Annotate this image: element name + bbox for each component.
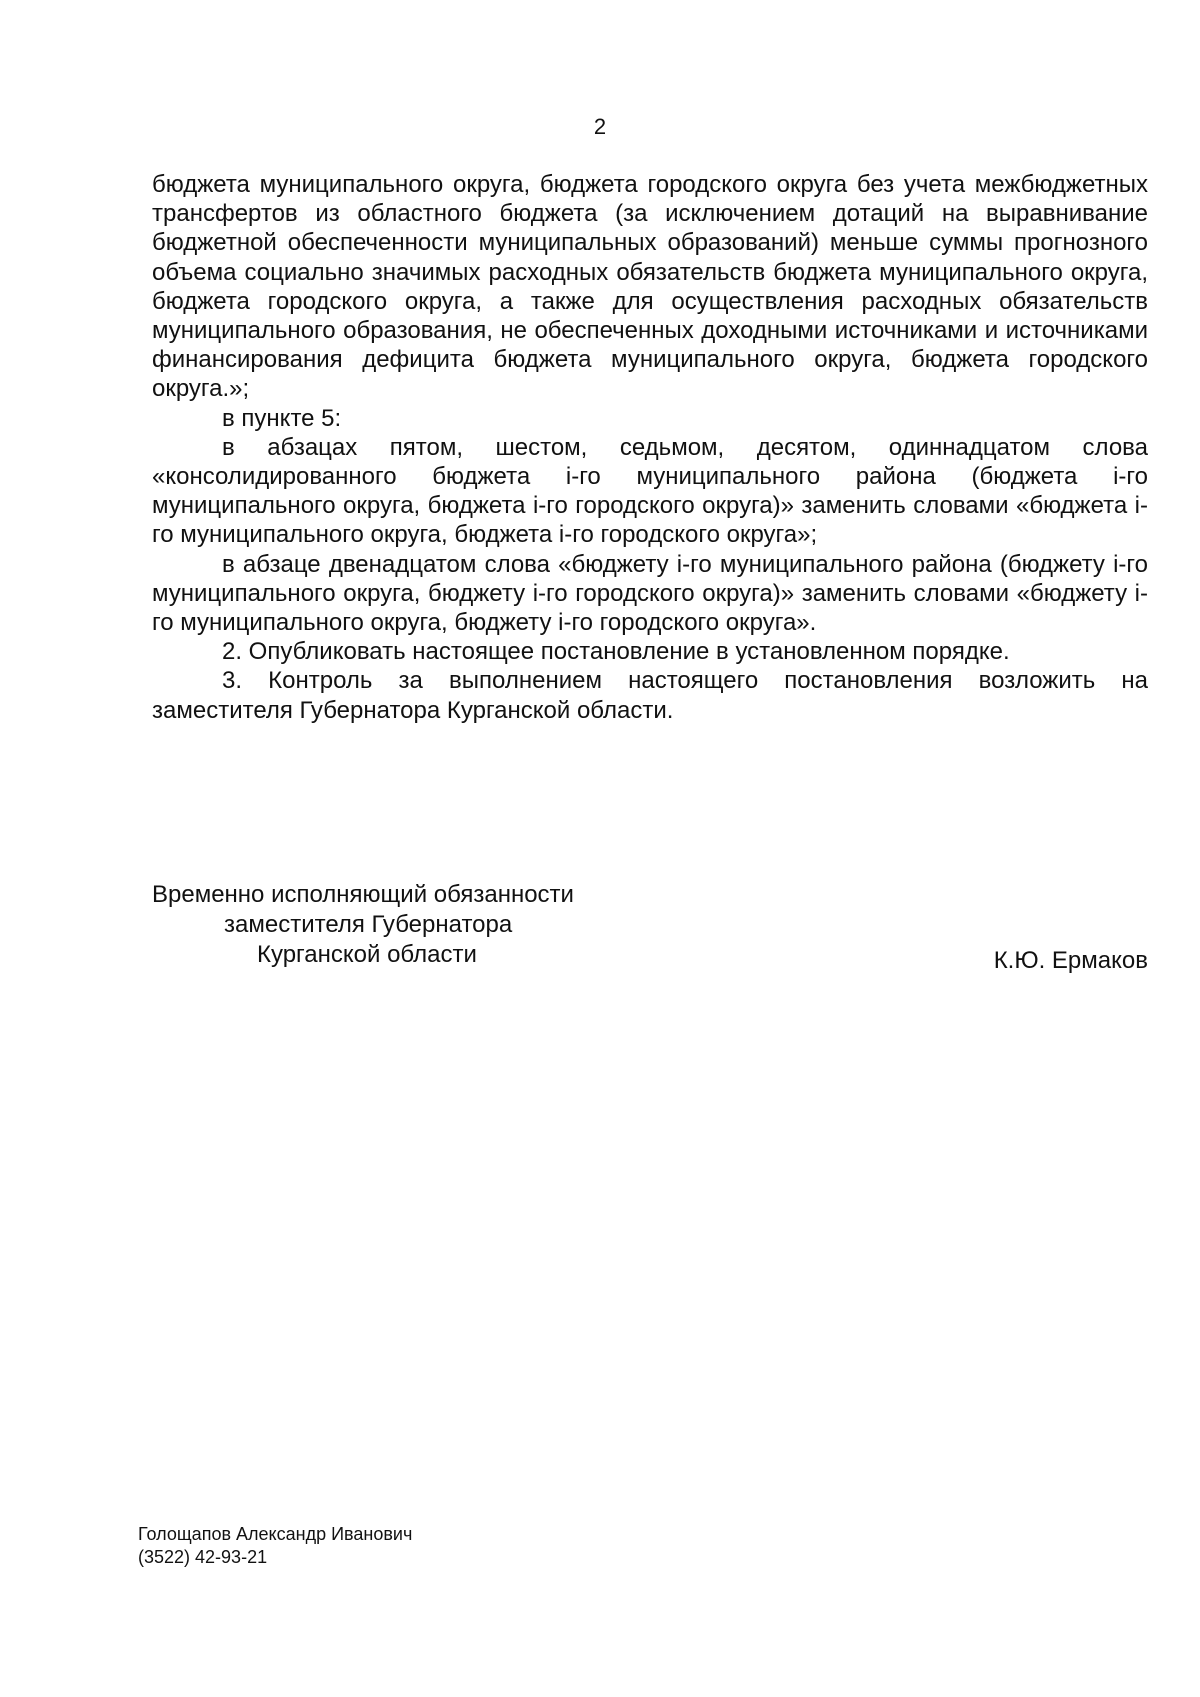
signatory-position-line3: Курганской области [257,941,477,968]
executor-contact [138,1523,412,1569]
paragraph-item-5-intro: в пункте 5: [222,404,342,432]
signature-block [152,880,1148,980]
document-body [152,170,1148,725]
page-number: 2 [593,114,607,139]
paragraph-continuation: бюджета муниципального округа, бюджета городского округа без учета межбюджетных трансфертов из областного бюджета (за исключением дотаций на выравнивание бюджетной обеспеченности муниципальных образований) меньше суммы прогнозного объема социально значимых расходных обязательств бюджета муниципального округа, бюджета городского округа, а также для осуществления расходных обязательств муниципального образования, не обеспеченных доходными источниками и источниками финансирования дефицита бюджета муниципального округа, бюджета городского округа.»; [152,171,1148,403]
signatory-position-line2: заместителя Губернатора [224,911,513,938]
paragraph-abzac-12-replacement: в абзаце двенадцатом слова «бюджету i-го муниципального района (бюджету i-го муниципального округа, бюджету i-го городского округа)» заменить словами «бюджету i-го муниципального округа, бюджету i-го городского округа». [152,550,1148,637]
paragraph-control: 3. Контроль за выполнением настоящего постановления возложить на заместителя Губернатора Курганской области. [152,667,1148,724]
paragraph-abzacy-replacement: в абзацах пятом, шестом, седьмом, десятом, одиннадцатом слова «консолидированного бюджета i-го муниципального района (бюджета i-го муниципального округа, бюджета i-го городского округа)» заменить словами «бюджета i-го муниципального округа, бюджета i-го городского округа»; [152,433,1148,549]
signatory-position-line1: Временно исполняющий обязанности [152,881,574,908]
paragraph-publish: 2. Опубликовать настоящее постановление в установленном порядке. [222,638,1010,666]
executor-name: Голощапов Александр Иванович [138,1524,413,1544]
executor-phone: (3522) 42-93-21 [138,1547,268,1567]
signatory-name: К.Ю. Ермаков [993,947,1148,974]
